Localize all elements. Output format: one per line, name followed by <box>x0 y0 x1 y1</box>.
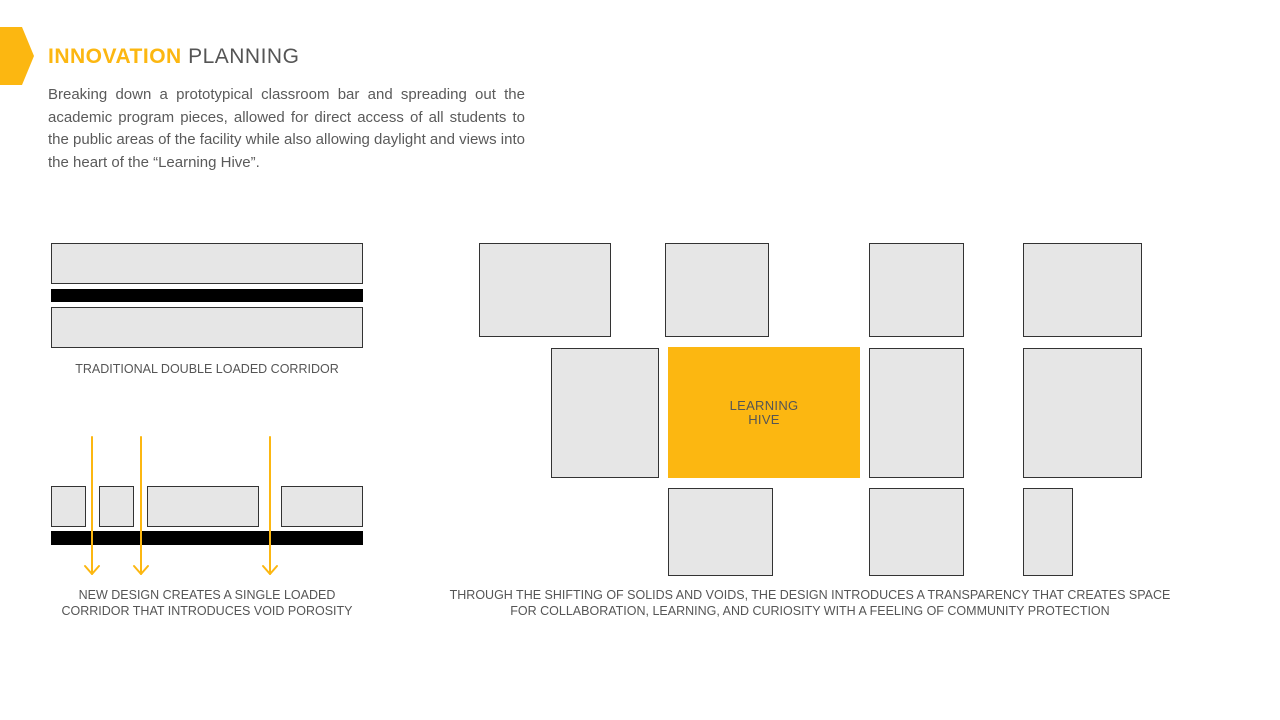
classroom-bar-bottom <box>51 307 363 348</box>
title-accent: INNOVATION <box>48 45 182 68</box>
new-design-caption-line1: NEW DESIGN CREATES A SINGLE LOADED <box>78 588 336 602</box>
arrow-head-icon <box>263 566 277 574</box>
classroom-block <box>869 488 964 576</box>
corridor-bar <box>51 289 363 302</box>
classroom-block <box>551 348 659 478</box>
traditional-caption: TRADITIONAL DOUBLE LOADED CORRIDOR <box>75 362 339 376</box>
corner-tab-icon <box>0 27 34 85</box>
new-design-caption-line2: CORRIDOR THAT INTRODUCES VOID POROSITY <box>61 604 353 618</box>
classroom-block <box>665 243 769 337</box>
classroom-block <box>668 488 773 576</box>
learning-hive-label <box>668 399 860 427</box>
title-rest: PLANNING <box>188 45 300 68</box>
arrow-head-icon <box>85 566 99 574</box>
classroom-block <box>99 486 134 527</box>
classroom-block <box>869 348 964 478</box>
plan-caption-line2: FOR COLLABORATION, LEARNING, AND CURIOSITY WITH A FEELING OF COMMUNITY PROTECTION <box>510 604 1110 618</box>
arrow-head-icon <box>134 566 148 574</box>
page-title <box>48 44 299 70</box>
classroom-block <box>869 243 964 337</box>
corridor-bar <box>51 531 363 545</box>
learning-hive <box>668 347 860 478</box>
classroom-block <box>51 486 86 527</box>
classroom-block <box>281 486 363 527</box>
hive-label-line2: HIVE <box>748 412 780 427</box>
classroom-block <box>1023 348 1142 478</box>
classroom-bar-top <box>51 243 363 284</box>
new-design-caption <box>51 587 363 619</box>
hive-label-line1: LEARNING <box>729 398 799 413</box>
classroom-block <box>1023 488 1073 576</box>
classroom-block <box>479 243 611 337</box>
intro-paragraph: Breaking down a prototypical classroom bar and spreading out the academic program pieces, allowed for direct access of all students to the public areas of the facility while also allowing daylight and views into the heart of the “Learning Hive”. <box>48 86 525 171</box>
plan-caption <box>400 587 1220 619</box>
classroom-block <box>147 486 259 527</box>
classroom-block <box>1023 243 1142 337</box>
plan-caption-line1: THROUGH THE SHIFTING OF SOLIDS AND VOIDS, THE DESIGN INTRODUCES A TRANSPARENCY THAT CREATES SPACE <box>449 588 1171 602</box>
